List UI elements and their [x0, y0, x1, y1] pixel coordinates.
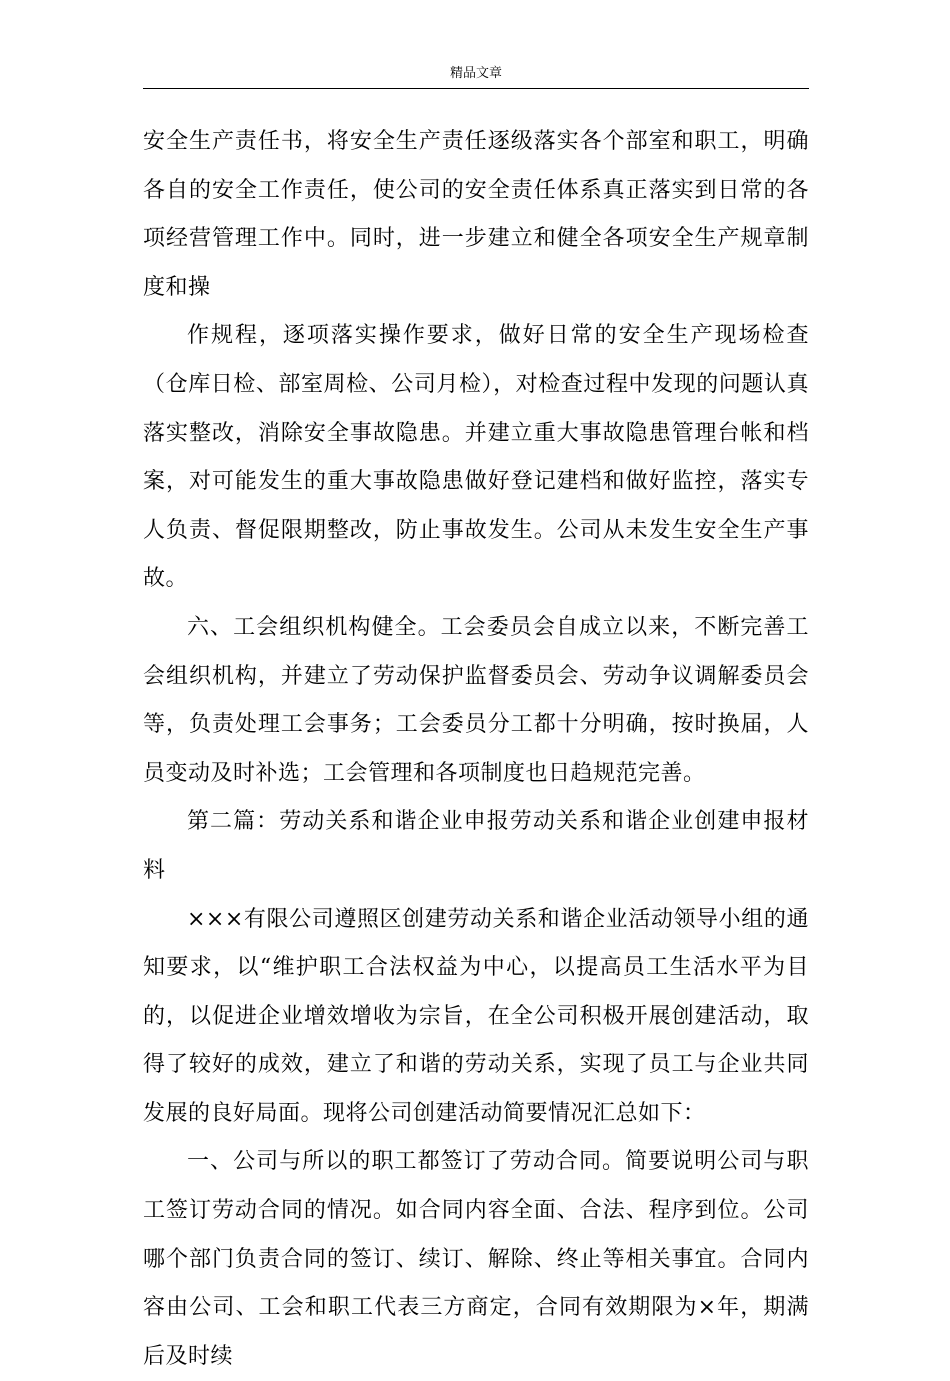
header-divider	[143, 88, 809, 89]
paragraph-4: ×××有限公司遵照区创建劳动关系和谐企业活动领导小组的通知要求，以“维护职工合法权益为中心，以提高员工生活水平为目的，以促进企业增效增收为宗旨，在全公司积极开展创建活动，取得了较好的成效，建立了和谐的劳动关系，实现了员工与企业共同发展的良好局面。现将公司创建活动简要情况汇总如下：	[143, 906, 809, 1126]
paragraph-3: 六、工会组织机构健全。工会委员会自成立以来，不断完善工会组织机构，并建立了劳动保护监督委员会、劳动争议调解委员会等，负责处理工会事务；工会委员分工都十分明确，按时换届，人员变动及时补选；工会管理和各项制度也日趋规范完善。	[143, 614, 809, 786]
document-body	[143, 118, 809, 1381]
section-heading: 第二篇：劳动关系和谐企业申报劳动关系和谐企业创建申报材料	[143, 809, 809, 883]
paragraph-1: 安全生产责任书，将安全生产责任逐级落实各个部室和职工，明确各自的安全工作责任，使公司的安全责任体系真正落实到日常的各项经营管理工作中。同时，进一步建立和健全各项安全生产规章制度和操	[143, 129, 809, 300]
paragraph-2: 作规程，逐项落实操作要求，做好日常的安全生产现场检查（仓库日检、部室周检、公司月检），对检查过程中发现的问题认真落实整改，消除安全事故隐患。并建立重大事故隐患管理台帐和档案，对可能发生的重大事故隐患做好登记建档和做好监控，落实专人负责、督促限期整改，防止事故发生。公司从未发生安全生产事故。	[143, 323, 809, 592]
paragraph-5: 一、公司与所以的职工都签订了劳动合同。简要说明公司与职工签订劳动合同的情况。如合同内容全面、合法、程序到位。公司哪个部门负责合同的签订、续订、解除、终止等相关事宜。合同内容由公司、工会和职工代表三方商定，合同有效期限为×年，期满后及时续	[143, 1149, 809, 1369]
page-header-title: 精品文章	[449, 66, 502, 81]
